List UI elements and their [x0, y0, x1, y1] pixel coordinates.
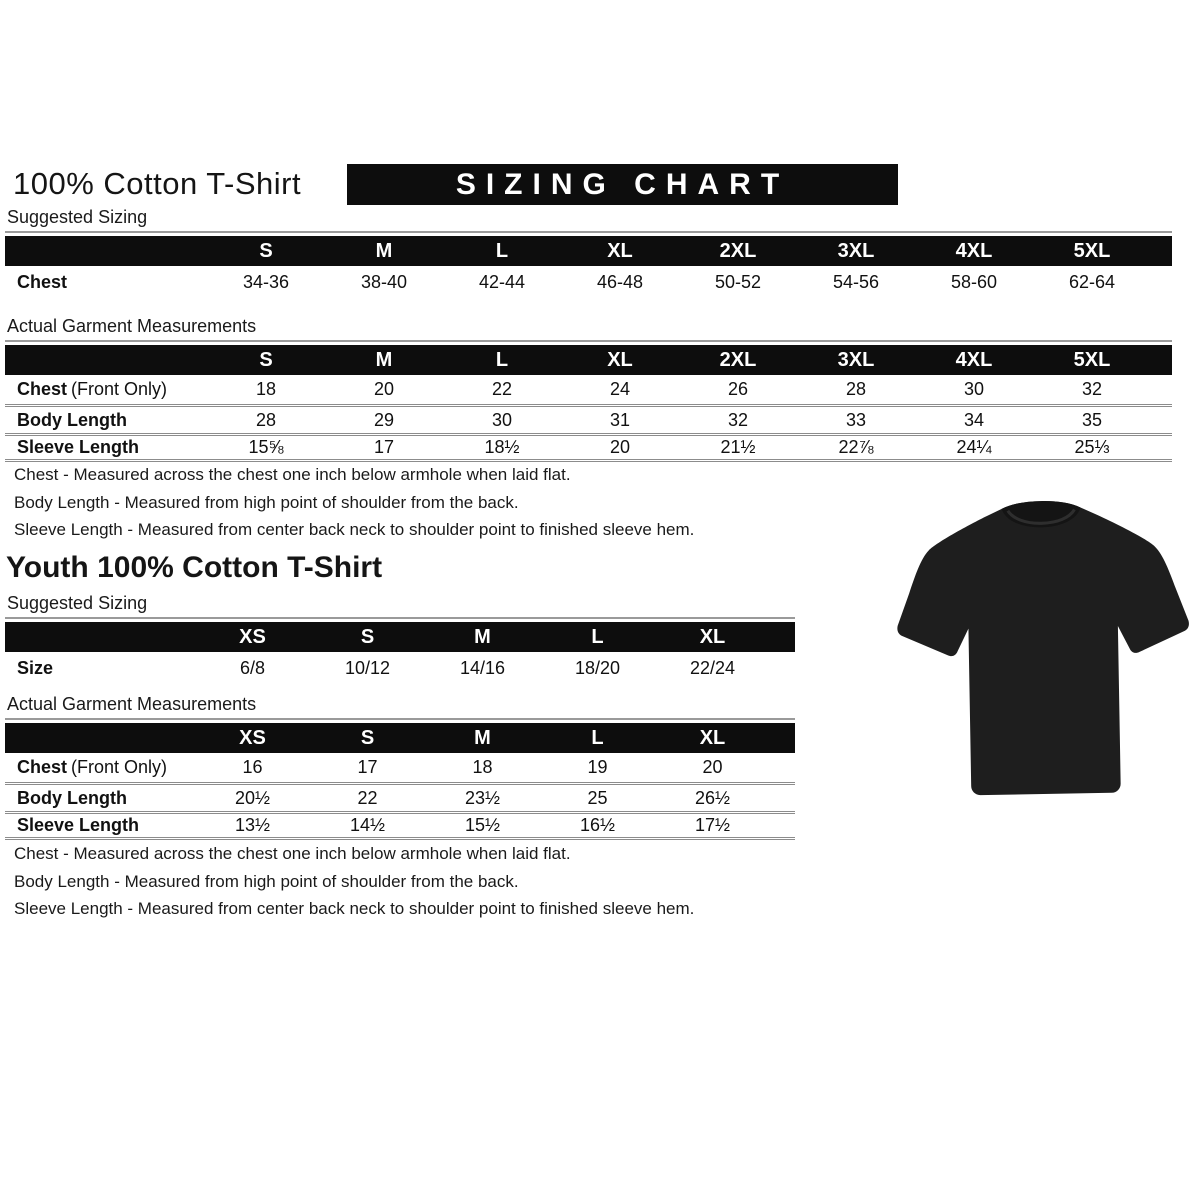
size-header-cell: XL [607, 348, 633, 371]
value-cell: 31 [609, 409, 631, 430]
row-label: Chest (Front Only) [17, 379, 168, 399]
value-cell: 21½ [720, 437, 756, 457]
table-row-body-length [5, 404, 1172, 433]
value-cell: 46-48 [596, 272, 644, 292]
row-label: Size [17, 658, 54, 678]
size-header-cell: 5XL [1073, 348, 1111, 371]
value-cell: 20 [702, 757, 723, 777]
value-cell: 25⅓ [1074, 437, 1110, 457]
note-sleeve-length: Sleeve Length - Measured from center back neck to shoulder point to finished sleeve hem. [14, 899, 695, 918]
table-row-chest [5, 375, 1172, 404]
table-row-size [5, 652, 795, 685]
value-cell: 24¼ [956, 437, 992, 457]
value-cell: 16½ [579, 815, 616, 835]
value-cell: 10/12 [344, 658, 391, 678]
value-cell: 34 [963, 409, 985, 430]
value-cell: 29 [373, 409, 395, 430]
value-cell: 14/16 [459, 658, 506, 678]
value-cell: 14½ [349, 815, 386, 835]
value-cell: 15½ [464, 815, 501, 835]
youth-actual-table [5, 694, 795, 840]
size-header-cell: S [259, 348, 273, 371]
size-header-row [5, 345, 1172, 375]
value-cell: 6/8 [239, 658, 266, 678]
value-cell: 25 [587, 787, 608, 808]
note-chest: Chest - Measured across the chest one inch below armhole when laid flat. [14, 844, 571, 863]
size-header-cell: 2XL [719, 239, 757, 262]
value-cell: 23½ [464, 787, 501, 808]
size-header-cell: L [495, 348, 509, 371]
size-header-cell: 3XL [837, 348, 875, 371]
size-header-cell: XL [699, 726, 726, 749]
size-header-cell: XL [607, 239, 633, 262]
value-cell: 17 [357, 757, 378, 777]
size-header-row [5, 622, 795, 652]
value-cell: 22/24 [689, 658, 736, 678]
value-cell: 30 [491, 409, 513, 430]
table-row-sleeve-length [5, 433, 1172, 462]
note-chest: Chest - Measured across the chest one inch below armhole when laid flat. [14, 465, 571, 484]
value-cell: 50-52 [714, 272, 762, 292]
value-cell: 18 [472, 757, 493, 777]
size-header-cell: L [591, 625, 604, 648]
value-cell: 15⅝ [248, 437, 284, 457]
value-cell: 28 [845, 379, 867, 399]
table-row-chest [5, 753, 795, 782]
value-cell: 38-40 [360, 272, 408, 292]
value-cell: 58-60 [950, 272, 998, 292]
row-label: Chest [17, 272, 68, 292]
value-cell: 30 [963, 379, 985, 399]
section-label-actual: Actual Garment Measurements [5, 316, 1172, 342]
value-cell: 62-64 [1068, 272, 1116, 292]
value-cell: 17 [373, 437, 395, 457]
value-cell: 26½ [694, 787, 731, 808]
size-header-cell: L [495, 239, 509, 262]
adult-title: 100% Cotton T-Shirt [13, 166, 302, 201]
table-row-chest [5, 266, 1172, 299]
row-label: Sleeve Length [17, 815, 140, 835]
measurement-notes [14, 840, 694, 923]
value-cell: 24 [609, 379, 631, 399]
size-header-cell: M [375, 348, 393, 371]
size-header-cell: 4XL [955, 239, 993, 262]
measurement-notes [14, 461, 694, 544]
section-label-suggested: Suggested Sizing [5, 207, 1172, 233]
size-header-cell: 5XL [1073, 239, 1111, 262]
table-row-body-length [5, 782, 795, 811]
value-cell: 16 [242, 757, 263, 777]
tshirt-image [892, 484, 1195, 809]
value-cell: 20 [609, 437, 631, 457]
value-cell: 35 [1081, 409, 1103, 430]
size-header-cell: 4XL [955, 348, 993, 371]
size-header-cell: M [474, 726, 491, 749]
note-sleeve-length: Sleeve Length - Measured from center back neck to shoulder point to finished sleeve hem. [14, 520, 695, 539]
size-header-cell: XL [699, 625, 726, 648]
size-header-row [5, 723, 795, 753]
size-header-cell: M [375, 239, 393, 262]
table-row-sleeve-length [5, 811, 795, 840]
adult-suggested-table [5, 207, 1172, 299]
value-cell: 13½ [234, 815, 271, 835]
youth-title: Youth 100% Cotton T-Shirt [6, 551, 383, 584]
size-header-cell: 2XL [719, 348, 757, 371]
value-cell: 19 [587, 757, 608, 777]
value-cell: 32 [1081, 379, 1103, 399]
size-header-cell: 3XL [837, 239, 875, 262]
value-cell: 42-44 [478, 272, 526, 292]
value-cell: 20½ [234, 787, 271, 808]
banner-text: SIZING CHART [455, 167, 790, 201]
row-label: Sleeve Length [17, 437, 140, 457]
size-header-cell: S [360, 625, 375, 648]
value-cell: 28 [255, 409, 277, 430]
value-cell: 32 [727, 409, 749, 430]
size-header-cell: L [591, 726, 604, 749]
size-header-cell: XS [239, 625, 266, 648]
size-header-cell: M [474, 625, 491, 648]
note-body-length: Body Length - Measured from high point of shoulder from the back. [14, 492, 519, 512]
value-cell: 26 [727, 379, 749, 399]
value-cell: 54-56 [832, 272, 880, 292]
note-body-length: Body Length - Measured from high point of shoulder from the back. [14, 871, 519, 891]
value-cell: 22 [491, 379, 513, 399]
value-cell: 33 [845, 409, 867, 430]
youth-suggested-table [5, 593, 795, 685]
row-label: Chest (Front Only) [17, 757, 168, 777]
section-label-actual: Actual Garment Measurements [5, 694, 795, 720]
sizing-chart-banner [347, 164, 898, 205]
row-label: Body Length [17, 787, 127, 808]
value-cell: 18 [255, 379, 277, 399]
value-cell: 34-36 [242, 272, 290, 292]
row-label: Body Length [17, 409, 127, 430]
value-cell: 18/20 [574, 658, 621, 678]
size-header-cell: S [360, 726, 375, 749]
section-label-suggested: Suggested Sizing [5, 593, 795, 619]
value-cell: 20 [373, 379, 395, 399]
size-header-cell: XS [239, 726, 266, 749]
value-cell: 22 [357, 787, 378, 808]
value-cell: 17½ [694, 815, 731, 835]
size-header-cell: S [259, 239, 273, 262]
value-cell: 22⅞ [838, 437, 874, 457]
value-cell: 18½ [484, 437, 520, 457]
size-header-row [5, 236, 1172, 266]
adult-actual-table [5, 316, 1172, 462]
